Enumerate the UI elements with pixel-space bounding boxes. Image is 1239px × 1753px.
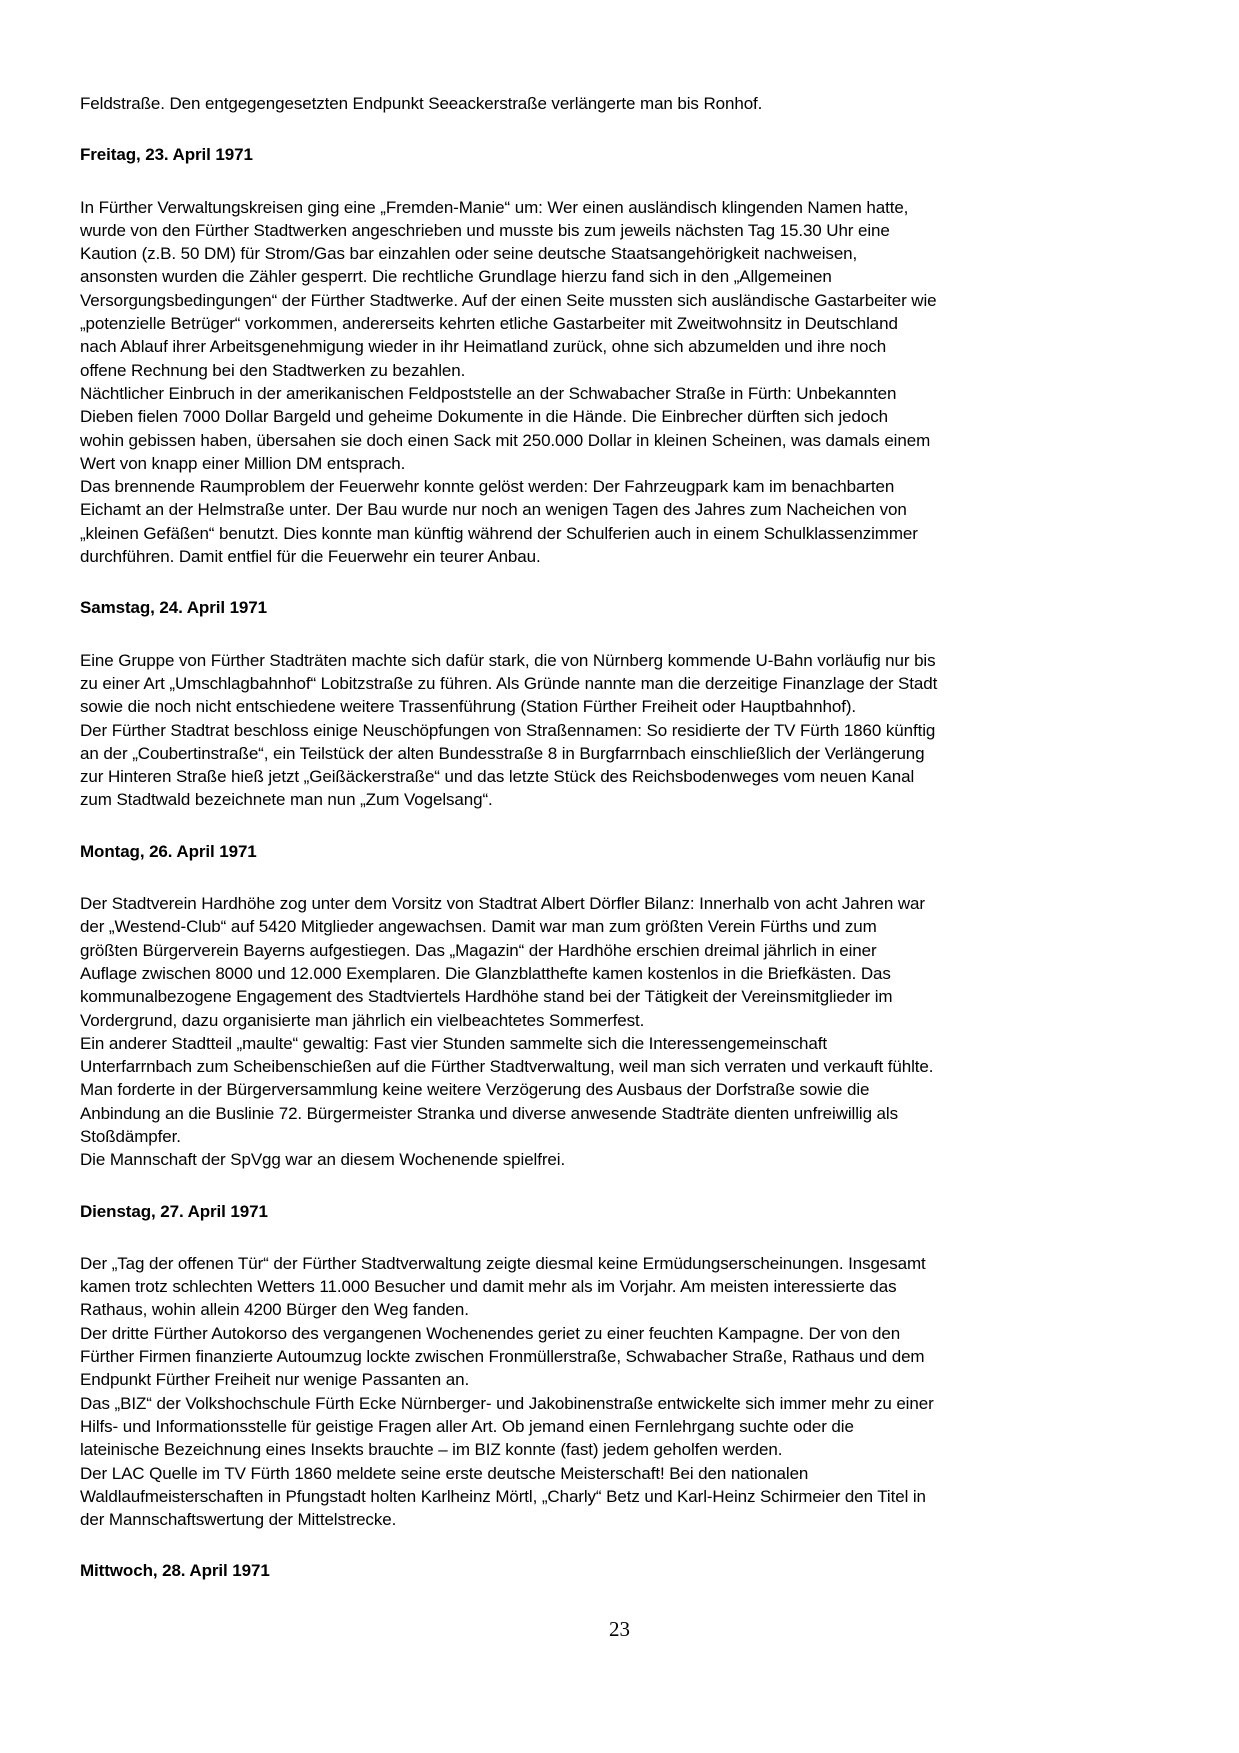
text-line: Waldlaufmeisterschaften in Pfungstadt holten Karlheinz Mörtl, „Charly“ Betz und Karl-Heinz Schirmeier den Titel in <box>80 1486 926 1506</box>
section-heading: Dienstag, 27. April 1971 <box>80 1201 268 1221</box>
text-line: Hilfs- und Informationsstelle für geistige Fragen aller Art. Ob jemand einen Fernlehrgang suchte oder die <box>80 1416 854 1436</box>
text-line: zum Stadtwald bezeichnete man nun „Zum Vogelsang“. <box>80 790 493 810</box>
section-heading: Samstag, 24. April 1971 <box>80 598 267 618</box>
text-line: kommunalbezogene Engagement des Stadtviertels Hardhöhe stand bei der Tätigkeit der Vereinsmitglieder im <box>80 987 893 1007</box>
paragraph <box>80 1252 1167 1322</box>
text-line: sowie die noch nicht entschiedene weitere Trassenführung (Station Fürther Freiheit oder Hauptbahnhof). <box>80 697 857 717</box>
text-line: der „Westend-Club“ auf 5420 Mitglieder angewachsen. Damit war man zum größten Verein Fürths und zum <box>80 917 877 937</box>
text-line: Der LAC Quelle im TV Fürth 1860 meldete seine erste deutsche Meisterschaft! Bei den nationalen <box>80 1463 809 1483</box>
paragraph <box>80 1462 1167 1532</box>
section-heading: Mittwoch, 28. April 1971 <box>80 1561 270 1581</box>
text-line: Endpunkt Fürther Freiheit nur wenige Passanten an. <box>80 1370 470 1390</box>
text-line: der Mannschaftswertung der Mittelstrecke. <box>80 1510 397 1530</box>
text-line: „potenzielle Betrüger“ vorkommen, andererseits kehrten etliche Gastarbeiter mit Zweitwohnsitz in Deutschland <box>80 314 898 334</box>
sections-container <box>80 143 1167 1582</box>
text-line: Eine Gruppe von Fürther Stadträten machte sich dafür stark, die von Nürnberg kommende U-Bahn vorläufig nur bis <box>80 650 936 670</box>
text-line: Eichamt an der Helmstraße unter. Der Bau wurde nur noch an wenigen Tagen des Jahres zum Nacheichen von <box>80 500 907 520</box>
text-line: Unterfarrnbach zum Scheibenschießen auf die Fürther Stadtverwaltung, weil man sich verraten und verkauft fühlte. <box>80 1057 934 1077</box>
text-line: lateinische Bezeichnung eines Insekts brauchte – im BIZ konnte (fast) jedem geholfen werden. <box>80 1440 783 1460</box>
text-line: Ein anderer Stadtteil „maulte“ gewaltig: Fast vier Stunden sammelte sich die Interessengemeinschaft <box>80 1033 827 1053</box>
text-line: kamen trotz schlechten Wetters 11.000 Besucher und damit mehr als im Vorjahr. Am meisten interessierte das <box>80 1277 897 1297</box>
text-line: Die Mannschaft der SpVgg war an diesem Wochenende spielfrei. <box>80 1150 566 1170</box>
text-line: Nächtlicher Einbruch in der amerikanischen Feldpoststelle an der Schwabacher Straße in Fürth: Unbekannten <box>80 383 897 403</box>
text-line: Stoßdämpfer. <box>80 1126 181 1146</box>
text-line: Der „Tag der offenen Tür“ der Fürther Stadtverwaltung zeigte diesmal keine Ermüdungserscheinungen. Insgesamt <box>80 1253 926 1273</box>
text-line: Kaution (z.B. 50 DM) für Strom/Gas bar einzahlen oder seine deutsche Staatsangehörigkeit nachweisen, <box>80 244 858 264</box>
text-line: ansonsten wurden die Zähler gesperrt. Die rechtliche Grundlage hierzu fand sich in den „Allgemeinen <box>80 267 832 287</box>
text-line: „kleinen Gefäßen“ benutzt. Dies konnte man künftig während der Schulferien auch in einem Schulklassenzimmer <box>80 523 918 543</box>
paragraph <box>80 1392 1167 1462</box>
text-line: Man forderte in der Bürgerversammlung keine weitere Verzögerung des Ausbaus der Dorfstraße sowie die <box>80 1080 870 1100</box>
text-line: Das brennende Raumproblem der Feuerwehr konnte gelöst werden: Der Fahrzeugpark kam im benachbarten <box>80 477 895 497</box>
text-line: Der dritte Fürther Autokorso des vergangenen Wochenendes geriet zu einer feuchten Kampagne. Der von den <box>80 1323 901 1343</box>
paragraph <box>80 382 1167 475</box>
text-line: an der „Coubertinstraße“, ein Teilstück der alten Bundesstraße 8 in Burgfarrnbach einschließlich der Verlängerung <box>80 743 925 763</box>
paragraph <box>80 196 1167 382</box>
text-line: Dieben fielen 7000 Dollar Bargeld und geheime Dokumente in die Hände. Die Einbrecher dürften sich jedoch <box>80 407 888 427</box>
paragraph <box>80 1148 1167 1171</box>
paragraph <box>80 892 1167 1032</box>
text-line: Vordergrund, dazu organisierte man jährlich ein vielbeachtetes Sommerfest. <box>80 1010 645 1030</box>
text-line: Rathaus, wohin allein 4200 Bürger den Weg fanden. <box>80 1300 469 1320</box>
paragraph <box>80 475 1167 568</box>
text-line: Der Stadtverein Hardhöhe zog unter dem Vorsitz von Stadtrat Albert Dörfler Bilanz: Innerhalb von acht Jahren war <box>80 894 925 914</box>
text-line: Wert von knapp einer Million DM entsprach. <box>80 453 406 473</box>
section-heading: Montag, 26. April 1971 <box>80 841 257 861</box>
text-line: zur Hinteren Straße hieß jetzt „Geißäckerstraße“ und das letzte Stück des Reichsbodenweges vom neuen Kanal <box>80 767 915 787</box>
text-line: Das „BIZ“ der Volkshochschule Fürth Ecke Nürnberger- und Jakobinenstraße entwickelte sich immer mehr zu einer <box>80 1393 934 1413</box>
paragraph <box>80 1322 1167 1392</box>
paragraph <box>80 1032 1167 1148</box>
text-line: größten Bürgerverein Bayerns aufgestiegen. Das „Magazin“ der Hardhöhe erschien dreimal jährlich in einer <box>80 940 877 960</box>
text-line: Anbindung an die Buslinie 72. Bürgermeister Stranka und diverse anwesende Stadträte dienten unfreiwillig als <box>80 1103 898 1123</box>
text-line: nach Ablauf ihrer Arbeitsgenehmigung wieder in ihr Heimatland zurück, ohne sich abzumelden und ihre noch <box>80 337 887 357</box>
paragraph <box>80 719 1167 812</box>
text-line: wohin gebissen haben, übersahen sie doch einen Sack mit 250.000 Dollar in kleinen Scheinen, was damals einem <box>80 430 931 450</box>
text-line: durchführen. Damit entfiel für die Feuerwehr ein teurer Anbau. <box>80 547 541 567</box>
text-line: zu einer Art „Umschlagbahnhof“ Lobitzstraße zu führen. Als Gründe nannte man die derzeitige Finanzlage der Stadt <box>80 673 938 693</box>
text-line: Fürther Firmen finanzierte Autoumzug lockte zwischen Fronmüllerstraße, Schwabacher Straße, Rathaus und dem <box>80 1347 925 1367</box>
section-heading: Freitag, 23. April 1971 <box>80 145 253 165</box>
text-line: Der Fürther Stadtrat beschloss einige Neuschöpfungen von Straßennamen: So residierte der TV Fürth 1860 künftig <box>80 720 936 740</box>
text-line: wurde von den Fürther Stadtwerken angeschrieben und musste bis zum jeweils nächsten Tag 15.30 Uhr eine <box>80 220 890 240</box>
text-line: Versorgungsbedingungen“ der Fürther Stadtwerke. Auf der einen Seite mussten sich ausländische Gastarbeiter wie <box>80 290 937 310</box>
intro-text-line: Feldstraße. Den entgegengesetzten Endpunkt Seeackerstraße verlängerte man bis Ronhof. <box>80 94 763 113</box>
page-number: 23 <box>609 1617 630 1641</box>
text-line: Auflage zwischen 8000 und 12.000 Exemplaren. Die Glanzblatthefte kamen kostenlos in die Briefkästen. Das <box>80 963 891 983</box>
text-line: offene Rechnung bei den Stadtwerken zu bezahlen. <box>80 360 466 380</box>
paragraph <box>80 649 1167 719</box>
text-line: In Fürther Verwaltungskreisen ging eine „Fremden-Manie“ um: Wer einen ausländisch klingenden Namen hatte, <box>80 197 909 217</box>
document-content <box>80 92 1167 1612</box>
